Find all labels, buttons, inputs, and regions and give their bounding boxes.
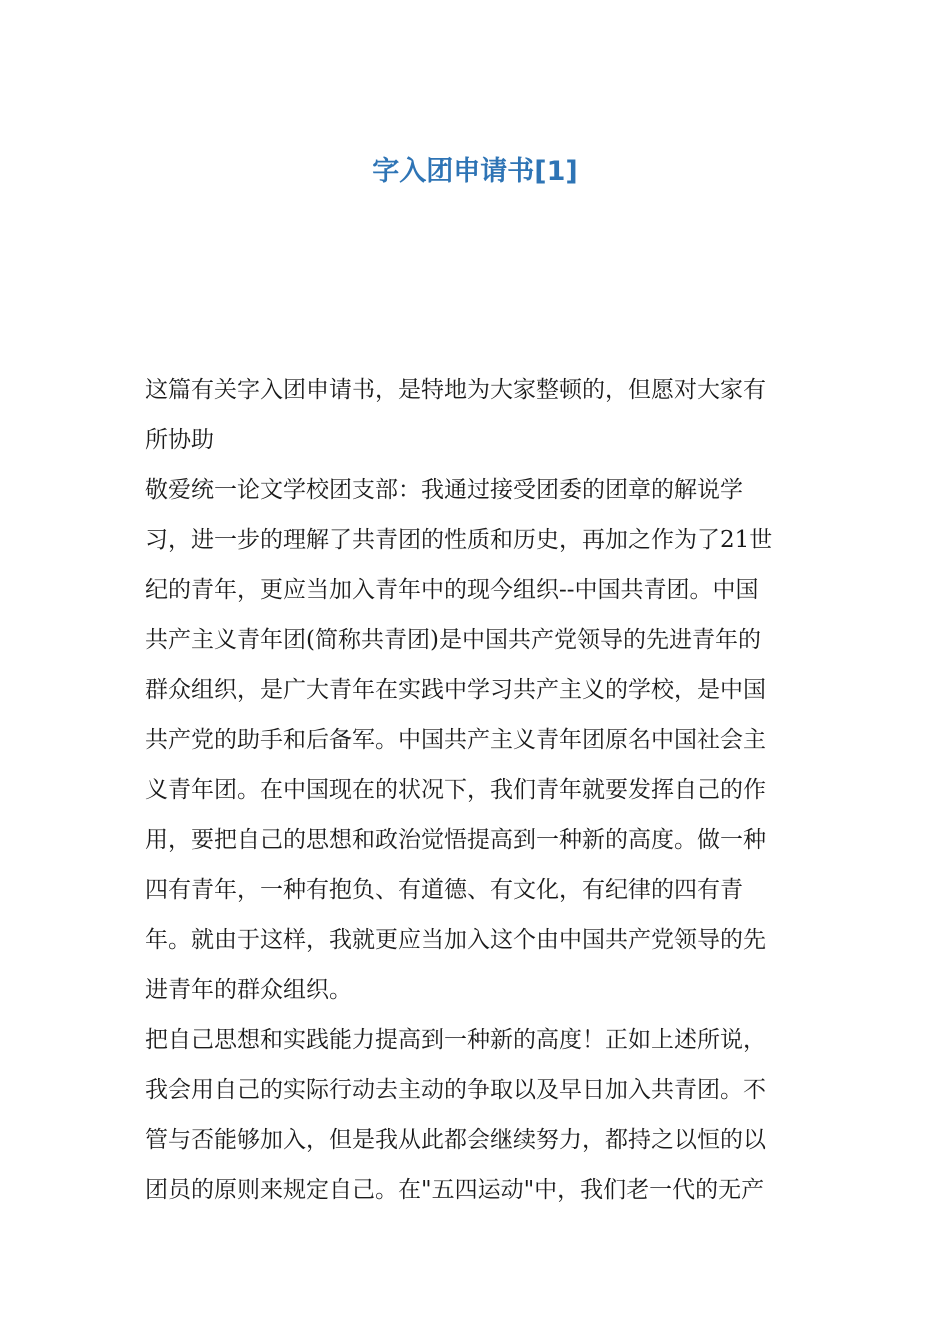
text-line: 团员的原则来规定自己。在"五四运动"中，我们老一代的无产 <box>145 1177 765 1203</box>
text-line: 所协助 <box>145 427 214 453</box>
text-line: 四有青年，一种有抱负、有道德、有文化，有纪律的四有青 <box>145 877 743 903</box>
text-line: 进青年的群众组织。 <box>145 977 352 1003</box>
text-line: 共产党的助手和后备军。中国共产主义青年团原名中国社会主 <box>145 727 766 753</box>
text-line: 敬爱统一论文学校团支部：我通过接受团委的团章的解说学 <box>145 477 743 503</box>
text-line: 这篇有关字入团申请书，是特地为大家整顿的，但愿对大家有 <box>145 377 766 403</box>
text-line: 把自己思想和实践能力提高到一种新的高度！正如上述所说， <box>145 1027 766 1053</box>
text-line: 年。就由于这样，我就更应当加入这个由中国共产党领导的先 <box>145 927 766 953</box>
text-line: 管与否能够加入，但是我从此都会继续努力，都持之以恒的以 <box>145 1127 766 1153</box>
text-line: 我会用自己的实际行动去主动的争取以及早日加入共青团。不 <box>145 1077 766 1103</box>
text-line: 义青年团。在中国现在的状况下，我们青年就要发挥自己的作 <box>145 777 766 803</box>
text-line: 习，进一步的理解了共青团的性质和历史，再加之作为了21世 <box>145 527 773 553</box>
page-title: 字入团申请书[1] <box>372 156 578 187</box>
text-line: 共产主义青年团(简称共青团)是中国共产党领导的先进青年的 <box>145 627 761 653</box>
text-line: 群众组织，是广大青年在实践中学习共产主义的学校，是中国 <box>145 677 766 703</box>
text-line: 用，要把自己的思想和政治觉悟提高到一种新的高度。做一种 <box>145 827 766 853</box>
document-body <box>145 365 810 1215</box>
text-line: 纪的青年，更应当加入青年中的现今组织--中国共青团。中国 <box>145 577 759 603</box>
